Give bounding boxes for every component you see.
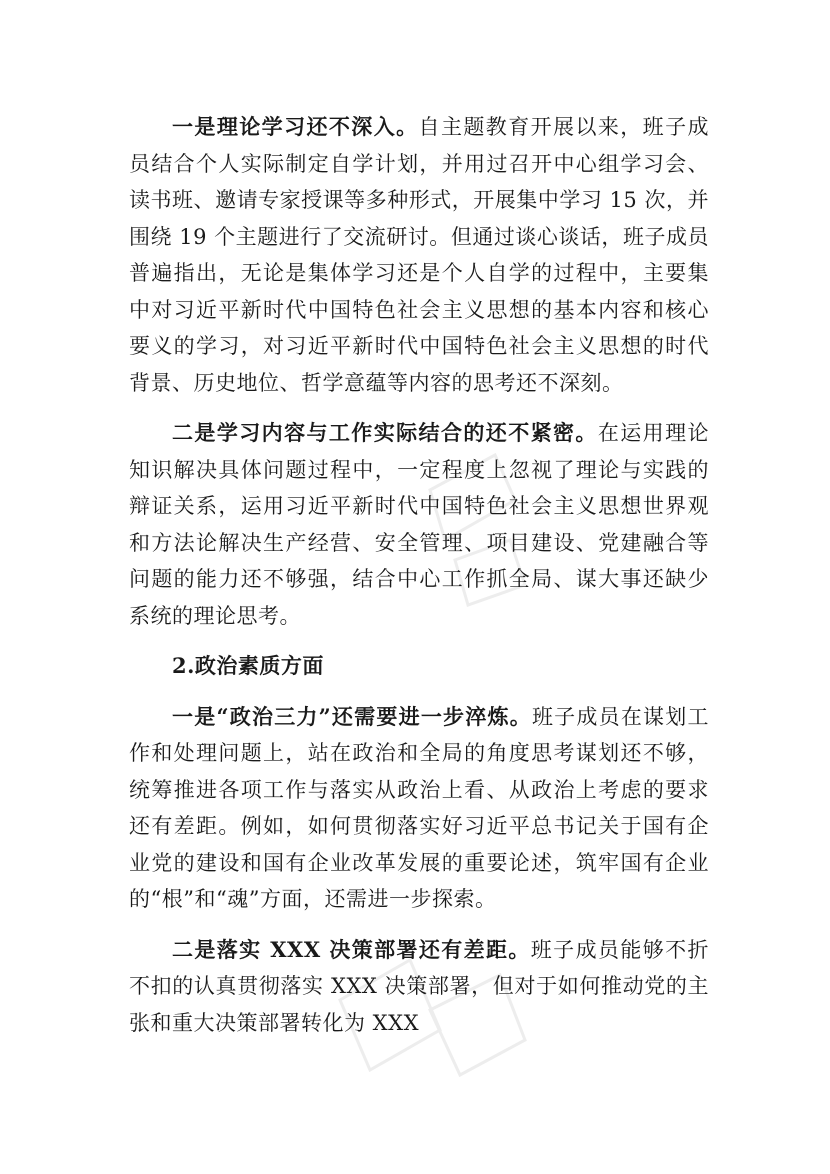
document-body — [129, 109, 709, 1041]
paragraph-text: 在运用理论知识解决具体问题过程中，一定程度上忽视了理论与实践的辩证关系，运用习近平新时代中国特色社会主义思想世界观和方法论解决生产经营、安全管理、项目建设、党建融合等问题的能力还不够强，结合中心工作抓全局、谋大事还缺少系统的理论思考。 — [129, 421, 710, 628]
paragraph-lead: 一是“政治三力”还需要进一步淬炼。 — [172, 703, 532, 729]
paragraph-decision-implementation — [129, 932, 709, 1042]
paragraph-text: 班子成员在谋划工作和处理问题上，站在政治和全局的角度思考谋划还不够，统筹推进各项工作与落实从政治上看、从政治上考虑的要求还有差距。例如，如何贯彻落实好习近平总书记关于国有企业党的建设和国有企业改革发展的重要论述，筑牢国有企业的“根”和“魂”方面，还需进一步探索。 — [129, 704, 709, 911]
paragraph-text: 班子成员能够不折不扣的认真贯彻落实 XXX 决策部署，但对于如何推动党的主张和重大决策部署转化为 XXX — [129, 937, 709, 1035]
paragraph-lead: 一是理论学习还不深入。 — [172, 114, 419, 139]
paragraph-text: 自主题教育开展以来，班子成员结合个人实际制定自学计划，并用过召开中心组学习会、读书班、邀请专家授课等多种形式，开展集中学习 15 次，并围绕 19 个主题进行了交流研讨。但通过谈心谈话，班子成员普遍指出，无论是集体学习还是个人自学的过程中，主要集中对习近平新时代中国特色社会主义思想的基本内容和核心要义的学习，对习近平新时代中国特色社会主义思想的时代背景、历史地位、哲学意蕴等内容的思考还不深刻。 — [129, 115, 710, 395]
section-heading: 2.政治素质方面 — [172, 653, 324, 678]
paragraph-political-ability — [129, 699, 709, 918]
paragraph-study-practice — [129, 415, 709, 634]
paragraph-lead: 二是落实 XXX 决策部署还有差距。 — [172, 936, 531, 962]
paragraph-theory-study — [129, 109, 709, 401]
paragraph-lead: 二是学习内容与工作实际结合的还不紧密。 — [172, 420, 598, 445]
